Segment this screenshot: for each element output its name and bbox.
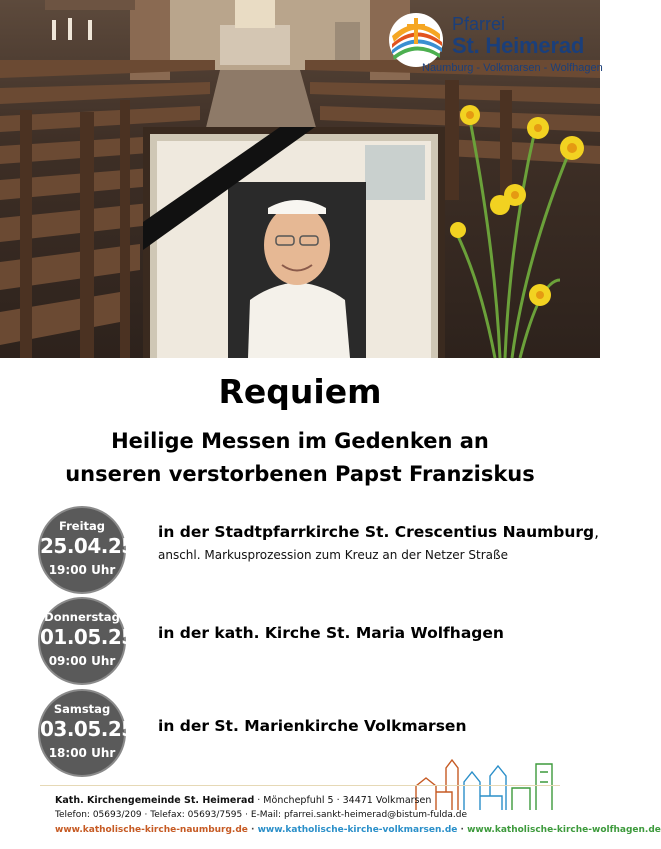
subtitle-line-1: Heilige Messen im Gedenken an bbox=[111, 429, 489, 453]
event-time: 09:00 Uhr bbox=[48, 654, 116, 668]
town-skyline-icon bbox=[412, 752, 562, 812]
event-location-name: in der kath. Kirche St. Maria Wolfhagen bbox=[158, 624, 504, 642]
footer-contact: Telefon: 05693/209 · Telefax: 05693/7595 · E-Mail: pfarrei.sankt-heimerad@bistum-fulda.de bbox=[55, 810, 468, 820]
event-location bbox=[158, 717, 466, 735]
link-separator: · bbox=[247, 825, 258, 835]
parish-logo bbox=[388, 12, 603, 80]
event-item bbox=[0, 597, 600, 689]
event-date: 01.05.25 bbox=[40, 625, 135, 649]
date-badge bbox=[38, 689, 135, 777]
event-location-name: in der St. Marienkirche Volkmarsen bbox=[158, 717, 467, 735]
footer-divider bbox=[40, 785, 560, 786]
event-location-prefix: in der bbox=[158, 523, 215, 541]
event-location-suffix: , bbox=[594, 523, 600, 541]
logo-places: Naumburg - Volkmarsen - Wolfhagen bbox=[422, 62, 603, 74]
footer-address bbox=[55, 795, 431, 806]
parish-logo-icon bbox=[388, 12, 444, 68]
link-naumburg[interactable]: www.katholische-kirche-naumburg.de bbox=[55, 825, 248, 835]
logo-pfarrei-text: Pfarrei bbox=[452, 14, 506, 34]
event-time: 18:00 Uhr bbox=[48, 746, 116, 760]
event-date: 03.05.25 bbox=[40, 717, 135, 741]
page-subtitle bbox=[0, 425, 600, 491]
footer-address-text: · Mönchepfuhl 5 · 34471 Volkmarsen bbox=[254, 795, 432, 806]
date-badge bbox=[38, 506, 135, 594]
footer-org: Kath. Kirchengemeinde St. Heimerad bbox=[55, 795, 255, 806]
event-day: Samstag bbox=[53, 702, 111, 716]
link-volkmarsen[interactable]: www.katholische-kirche-volkmarsen.de bbox=[257, 825, 458, 835]
page-title: Requiem bbox=[218, 372, 382, 411]
event-date: 25.04.25 bbox=[40, 534, 135, 558]
link-separator: · bbox=[457, 825, 468, 835]
logo-parish-name: St. Heimerad bbox=[452, 33, 585, 58]
event-location bbox=[158, 523, 599, 541]
header-photo bbox=[0, 0, 603, 358]
event-day: Donnerstag bbox=[44, 610, 120, 624]
event-day: Freitag bbox=[58, 519, 106, 533]
event-location bbox=[158, 624, 504, 642]
date-badge bbox=[38, 597, 135, 685]
event-note: anschl. Markusprozession zum Kreuz an der Netzer Straße bbox=[158, 548, 508, 562]
footer-links bbox=[55, 825, 661, 835]
event-location-name: Stadtpfarrkirche St. Crescentius Naumburg bbox=[214, 523, 595, 541]
link-wolfhagen[interactable]: www.katholische-kirche-wolfhagen.de bbox=[467, 825, 661, 835]
subtitle-line-2: unseren verstorbenen Papst Franziskus bbox=[65, 462, 535, 486]
event-time: 19:00 Uhr bbox=[48, 563, 116, 577]
event-item bbox=[0, 506, 600, 598]
